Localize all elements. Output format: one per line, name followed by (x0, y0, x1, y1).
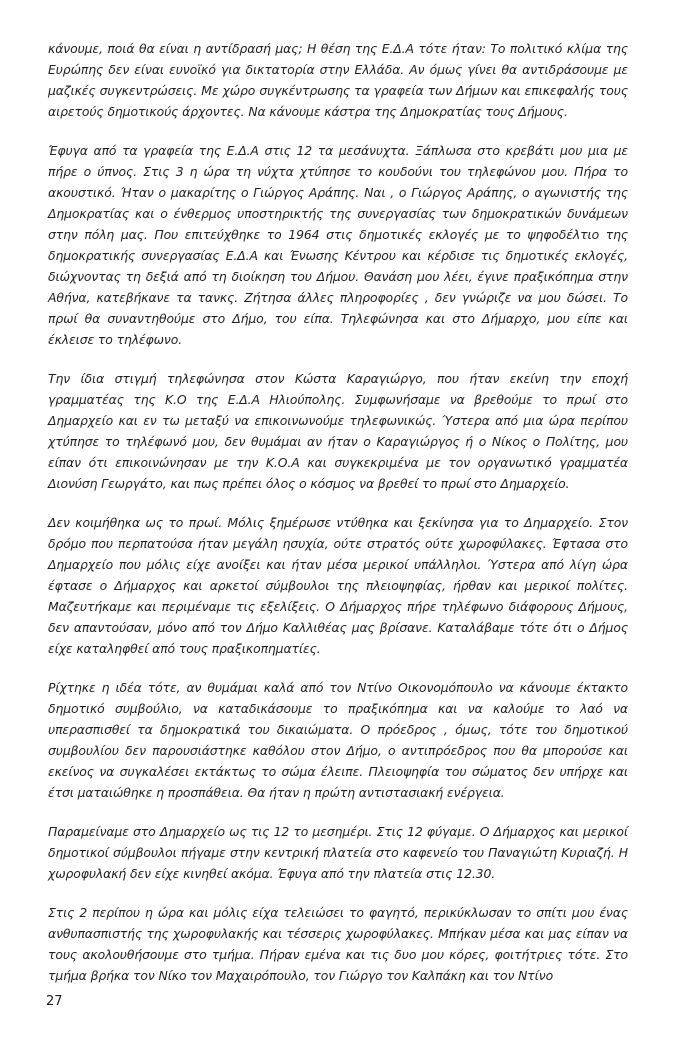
paragraph-2: Έφυγα από τα γραφεία της Ε.Δ.Α στις 12 τα μεσάνυχτα. Ξάπλωσα στο κρεβάτι μου μια με πήρε ο ύπνος. Στις 3 η ώρα τη νύχτα χτύπησε το κουδούνι του τηλεφώνου μου. Πήρα το ακουστικό. Ήταν ο μακαρίτης ο Γιώργος Αράπης. Ναι , ο Γιώργος Αράπης, ο αγωνιστής της Δημοκρατίας και ο ένθερμος υποστηρικτής της συνεργασίας των δημοκρατικών δυνάμεων στην πόλη μας. Που επιτεύχθηκε το 1964 στις δημοτικές εκλογές με το ψηφοδέλτιο της δημοκρατικής συνεργασίας Ε.Δ.Α και Ένωσης Κέντρου και κέρδισε τις δημοτικές εκλογές, διώχνοντας τη δεξιά από τη διοίκηση του Δήμου. Θανάση μου λέει, έγινε πραξικόπημα στην Αθήνα, κατεβήκανε τα τανκς. Ζήτησα άλλες πληροφορίες , δεν γνώριζε να μου δώσει. Το πρωί θα συναντηθούμε στο Δήμο, του είπα. Τηλεφώνησα και στο Δήμαρχο, μου είπε και έκλεισε το τηλέφωνο. (48, 143, 628, 347)
paragraph-3: Την ίδια στιγμή τηλεφώνησα στον Κώστα Καραγιώργο, που ήταν εκείνη την εποχή γραμματέας της Κ.Ο της Ε.Δ.Α Ηλιούπολης. Συμφωνήσαμε να βρεθούμε το πρωί στο Δημαρχείο και εν τω μεταξύ να επικοινωνούμε τηλεφωνικώς. Ύστερα από μια ώρα περίπου χτύπησε το τηλέφωνό μου, δεν θυμάμαι αν ήταν ο Καραγιώργος ή ο Νίκος ο Πολίτης, μου είπαν ότι επικοινώνησαν με την Κ.Ο.Α και συγκεκριμένα με τον οργανωτικό γραμματέα Διονύση Γεωργάτο, και πως πρέπει όλος ο κόσμος να βρεθεί το πρωί στο Δημαρχείο. (48, 371, 628, 491)
paragraph-4: Δεν κοιμήθηκα ως το πρωί. Μόλις ξημέρωσε ντύθηκα και ξεκίνησα για το Δημαρχείο. Στον δρόμο που περπατούσα ήταν μεγάλη ησυχία, ούτε στρατός ούτε χωροφύλακες. Έφτασα στο Δημαρχείο που μόλις είχε ανοίξει και ήταν μέσα μερικοί υπάλληλοι. Ύστερα από λίγη ώρα έφτασε ο Δήμαρχος και αρκετοί σύμβουλοι της πλειοψηφίας, ήρθαν και μερικοί πολίτες. Μαζευτήκαμε και περιμέναμε τις εξελίξεις. Ο Δήμαρχος πήρε τηλέφωνο διάφορους Δήμους, δεν απαντούσαν, μόνο από τον Δήμο Καλλιθέας μας βρίσανε. Καταλάβαμε τότε ότι ο Δήμος είχε καταληφθεί από τους πραξικοπηματίες. (48, 515, 628, 656)
page-number: 27 (46, 994, 63, 1009)
paragraph-5: Ρίχτηκε η ιδέα τότε, αν θυμάμαι καλά από τον Ντίνο Οικονομόπουλο να κάνουμε έκτακτο δημοτικό συμβούλιο, να καταδικάσουμε το πραξικόπημα και να καλούμε το λαό να υπερασπισθεί τα δημοκρατικά του δικαιώματα. Ο πρόεδρος , όμως, τότε του δημοτικού συμβουλίου δεν παρουσιάστηκε καθόλου στον Δήμο, ο αντιπρόεδρος που θα μπορούσε και εκείνος να συγκαλέσει εκτάκτως το σώμα έλειπε. Πλειοψηφία του σώματος δεν υπήρχε και έτσι ματαιώθηκε η προσπάθεια. Θα ήταν η πρώτη αντιστασιακή ενέργεια. (48, 680, 628, 800)
paragraph-6: Παραμείναμε στο Δημαρχείο ως τις 12 το μεσημέρι. Στις 12 φύγαμε. Ο Δήμαρχος και μερικοί δημοτικοί σύμβουλοι πήγαμε στην κεντρική πλατεία στο καφενείο του Παναγιώτη Κυριαζή. Η χωροφυλακή δεν είχε κινηθεί ακόμα. Έφυγα από την πλατεία στις 12.30. (48, 824, 628, 881)
paragraph-1: κάνουμε, ποιά θα είναι η αντίδρασή μας; Η θέση της Ε.Δ.Α τότε ήταν: Το πολιτικό κλίμα της Ευρώπης δεν είναι ευνοϊκό για δικτατορία στην Ελλάδα. Αν όμως γίνει θα αντιδράσουμε με μαζικές συγκεντρώσεις. Με χώρο συγκέντρωσης τα γραφεία των Δήμων και επικεφαλής τους αιρετούς δημοτικούς άρχοντες. Να κάνουμε κάστρα της Δημοκρατίας τους Δήμους. (48, 41, 628, 119)
paragraph-7: Στις 2 περίπου η ώρα και μόλις είχα τελειώσει το φαγητό, περικύκλωσαν το σπίτι μου ένας ανθυπασπιστής της χωροφυλακής και τέσσερις χωροφύλακες. Μπήκαν μέσα και μας είπαν να τους ακολουθήσουμε στο τμήμα. Πήραν εμένα και τις δυο μου κόρες, φοιτήτριες τότε. Στο τμήμα βρήκα τον Νίκο τον Μαχαιρόπουλο, τον Γιώργο τον Καλπάκη και τον Ντίνο (48, 905, 628, 983)
document-body (48, 38, 628, 1004)
